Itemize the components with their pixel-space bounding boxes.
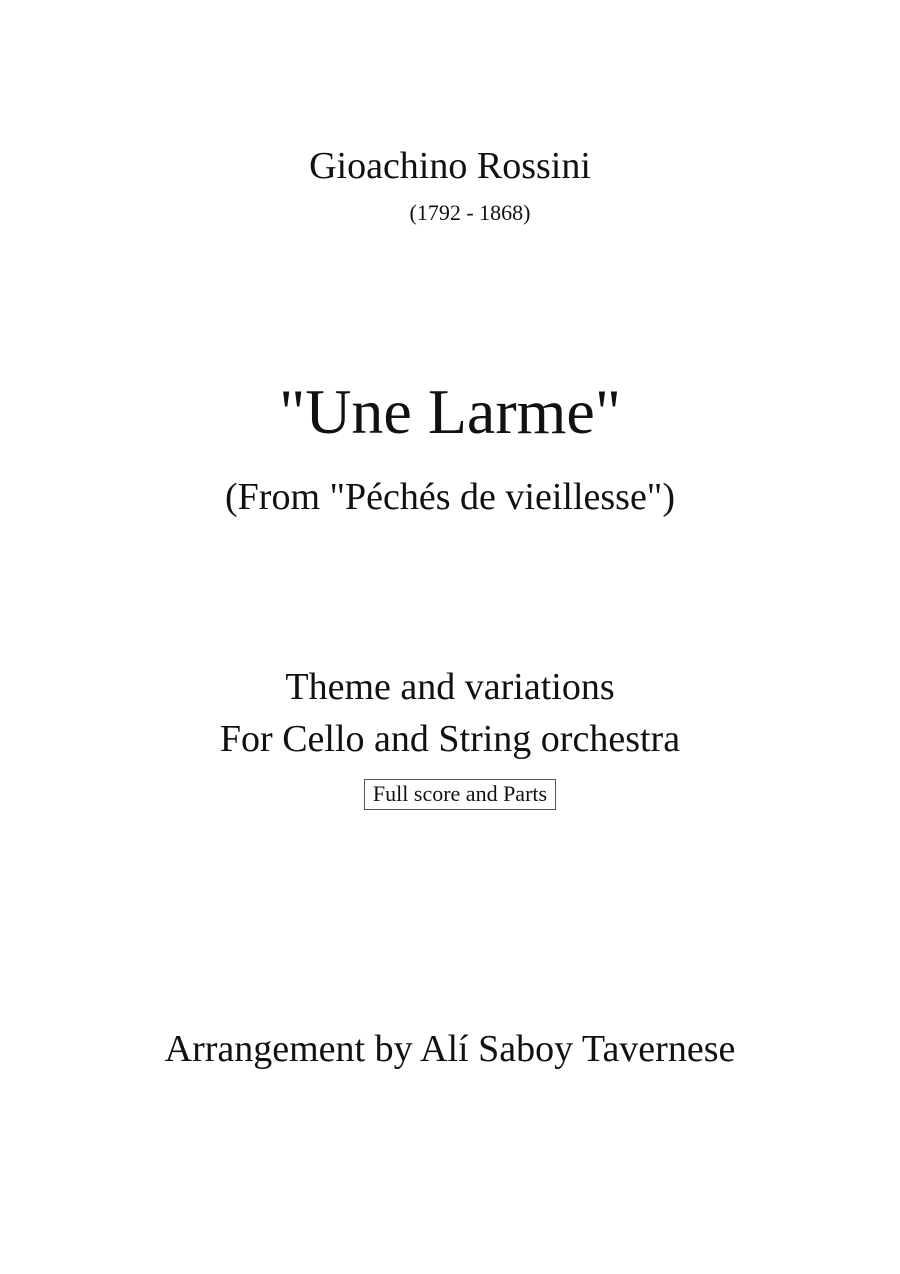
- work-description-line1: Theme and variations: [285, 666, 615, 708]
- work-title: "Une Larme": [279, 376, 621, 447]
- composer-name: Gioachino Rossini: [309, 145, 591, 187]
- composer-dates: (1792 - 1868): [409, 200, 531, 225]
- arranger-credit: Arrangement by Alí Saboy Tavernese: [164, 1028, 736, 1070]
- contents-badge: Full score and Parts: [364, 779, 556, 810]
- contents-badge-container: [0, 779, 900, 810]
- work-source: (From "Péchés de vieillesse"): [225, 476, 675, 518]
- work-description-line2: For Cello and String orchestra: [219, 718, 681, 760]
